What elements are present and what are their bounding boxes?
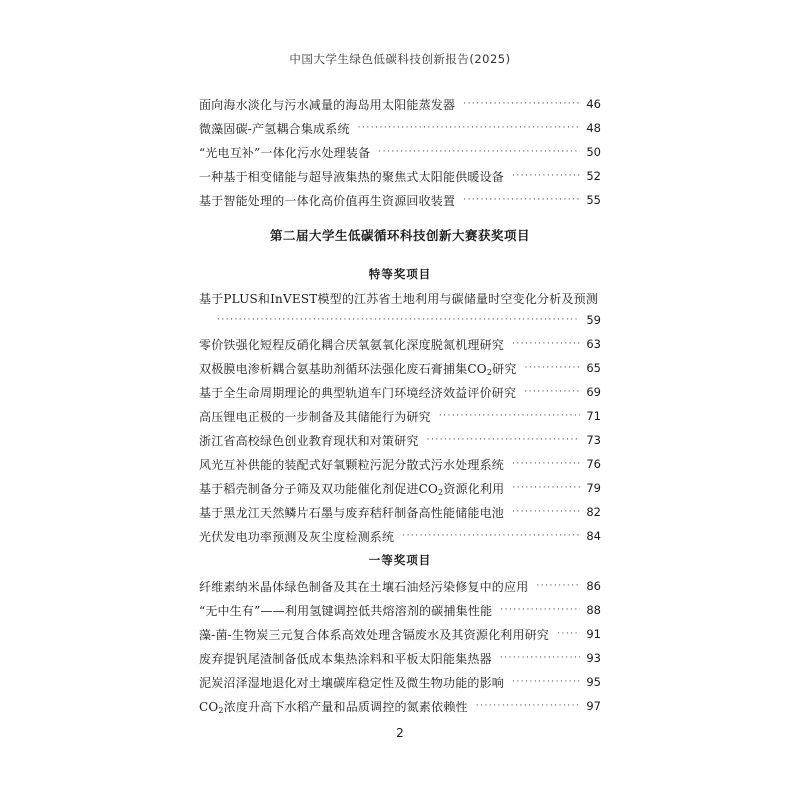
toc-entry[interactable]: [199, 140, 601, 164]
toc-entry-page: 91: [586, 627, 601, 641]
toc-entry-title: “光电互补”一体化污水处理装备: [199, 145, 371, 160]
toc-entry-title: 浙江省高校绿色创业教育现状和对策研究: [199, 433, 419, 448]
title-text-tail: 浓度升高下水稻产量和品质调控的氮素依赖性: [223, 699, 468, 714]
title-text: CO: [199, 699, 219, 714]
toc-entry[interactable]: [199, 380, 601, 404]
dot-leader: [512, 338, 580, 350]
dot-leader: [536, 580, 580, 592]
toc-entry-page: 73: [586, 433, 601, 447]
toc-entry-title: 泥炭沼泽湿地退化对土壤碳库稳定性及微生物功能的影响: [199, 675, 505, 690]
toc-entry-page: 69: [586, 385, 601, 399]
toc-entry[interactable]: [199, 670, 601, 694]
toc-entry-page: 79: [586, 481, 601, 495]
toc-entry[interactable]: [199, 524, 601, 548]
toc-group-first-prize: [199, 574, 601, 718]
toc-entry-title: 基于智能处理的一体化高价值再生资源回收装置: [199, 193, 456, 208]
dot-leader: [217, 314, 580, 326]
dot-leader: [557, 628, 580, 640]
toc-entry-title: 废弃提钒尾渣制备低成本集热涂料和平板太阳能集热器: [199, 651, 492, 666]
dot-leader: [512, 506, 580, 518]
toc-entry-page: 93: [586, 651, 601, 665]
toc-entry-page: 86: [586, 579, 601, 593]
first-prize-heading: 一等奖项目: [368, 553, 432, 567]
toc-entry-page: 63: [586, 337, 601, 351]
subscript: 2: [486, 367, 493, 377]
dot-leader: [512, 458, 580, 470]
toc-entry-title: 基于全生命周期理论的典型轨道车门环境经济效益评价研究: [199, 385, 517, 400]
toc-entry[interactable]: [199, 288, 601, 308]
table-of-contents: [199, 92, 601, 718]
toc-entry[interactable]: [199, 116, 601, 140]
toc-group-special-prize: [199, 288, 601, 548]
toc-entry[interactable]: [199, 188, 601, 212]
toc-entry-title: 面向海水淡化与污水减量的海岛用太阳能蒸发器: [199, 97, 456, 112]
toc-entry-title: [199, 480, 504, 497]
toc-entry-continuation[interactable]: [199, 308, 601, 332]
toc-entry-title: “无中生有”——利用氢键调控低共熔溶剂的碳捕集性能: [199, 603, 493, 618]
title-text: 双极膜电渗析耦合氨基助剂循环法强化废石膏捕集CO: [199, 361, 487, 376]
toc-entry-page: 95: [586, 675, 601, 689]
toc-entry-page: 71: [586, 409, 601, 423]
toc-entry-title: [199, 360, 517, 377]
dot-leader: [524, 386, 580, 398]
toc-entry[interactable]: [199, 164, 601, 188]
toc-entry-page: 48: [586, 121, 601, 135]
dot-leader: [525, 362, 581, 374]
toc-entry-page: 82: [586, 505, 601, 519]
toc-entry-page: 97: [586, 699, 601, 713]
toc-entry-title: 风光互补供能的装配式好氧颗粒污泥分散式污水处理系统: [199, 457, 505, 472]
toc-entry[interactable]: [199, 404, 601, 428]
title-text-tail: 研究: [492, 361, 517, 376]
title-text-tail: 资源化利用: [443, 481, 505, 496]
toc-entry-page: 46: [586, 97, 601, 111]
dot-leader: [463, 194, 580, 206]
running-header: 中国大学生绿色低碳科技创新报告(2025): [289, 52, 511, 66]
dot-leader: [402, 530, 580, 542]
toc-entry-page: 50: [586, 145, 601, 159]
toc-entry-title: 微藻固碳-产氢耦合集成系统: [199, 121, 350, 136]
toc-entry-title: 纤维素纳米晶体绿色制备及其在土壤石油烃污染修复中的应用: [199, 579, 529, 594]
toc-entry-page: 88: [586, 603, 601, 617]
section-title: 第二届大学生低碳循环科技创新大赛获奖项目: [269, 228, 530, 243]
dot-leader: [512, 482, 580, 494]
toc-entry-page: 65: [586, 361, 601, 375]
toc-entry-page: 55: [586, 193, 601, 207]
toc-entry-title: [199, 698, 468, 715]
dot-leader: [378, 146, 580, 158]
toc-entry[interactable]: [199, 92, 601, 116]
toc-entry[interactable]: [199, 622, 601, 646]
toc-entry-page: 52: [586, 169, 601, 183]
toc-entry-title: 基于PLUS和InVEST模型的江苏省土地利用与碳储量时空变化分析及预测: [199, 291, 599, 306]
toc-entry[interactable]: [199, 356, 601, 380]
toc-entry[interactable]: [199, 500, 601, 524]
dot-leader: [512, 170, 580, 182]
dot-leader: [427, 434, 581, 446]
dot-leader: [500, 604, 580, 616]
toc-entry[interactable]: [199, 476, 601, 500]
toc-entry[interactable]: [199, 452, 601, 476]
toc-entry-page: 84: [586, 529, 601, 543]
special-prize-heading: 特等奖项目: [368, 267, 432, 281]
dot-leader: [439, 410, 581, 422]
dot-leader: [500, 652, 581, 664]
toc-entry[interactable]: [199, 574, 601, 598]
toc-entry-title: 一种基于相变储能与超导液集热的聚焦式太阳能供暖设备: [199, 169, 505, 184]
subscript: 2: [218, 705, 224, 715]
toc-entry-title: 基于黑龙江天然鳞片石墨与废弃秸秆制备高性能储能电池: [199, 505, 505, 520]
toc-entry-title: 光伏发电功率预测及灰尘度检测系统: [199, 529, 395, 544]
toc-entry[interactable]: [199, 694, 601, 718]
dot-leader: [358, 122, 581, 134]
toc-entry[interactable]: [199, 428, 601, 452]
dot-leader: [476, 700, 581, 712]
toc-entry[interactable]: [199, 646, 601, 670]
toc-entry-page: 59: [586, 313, 601, 327]
toc-entry-title: 藻-菌-生物炭三元复合体系高效处理含镉废水及其资源化利用研究: [199, 627, 550, 642]
toc-entry-title: 零价铁强化短程反硝化耦合厌氧氨氧化深度脱氮机理研究: [199, 337, 505, 352]
toc-entry-page: 76: [586, 457, 601, 471]
toc-group-previous: [199, 92, 601, 212]
subscript: 2: [438, 487, 444, 497]
dot-leader: [512, 676, 580, 688]
page-number: 2: [396, 726, 404, 740]
toc-entry-title: 高压锂电正极的一步制备及其储能行为研究: [199, 409, 431, 424]
toc-entry[interactable]: [199, 332, 601, 356]
toc-entry[interactable]: [199, 598, 601, 622]
dot-leader: [463, 98, 580, 110]
title-text: 基于稻壳制备分子筛及双功能催化剂促进CO: [199, 481, 439, 496]
